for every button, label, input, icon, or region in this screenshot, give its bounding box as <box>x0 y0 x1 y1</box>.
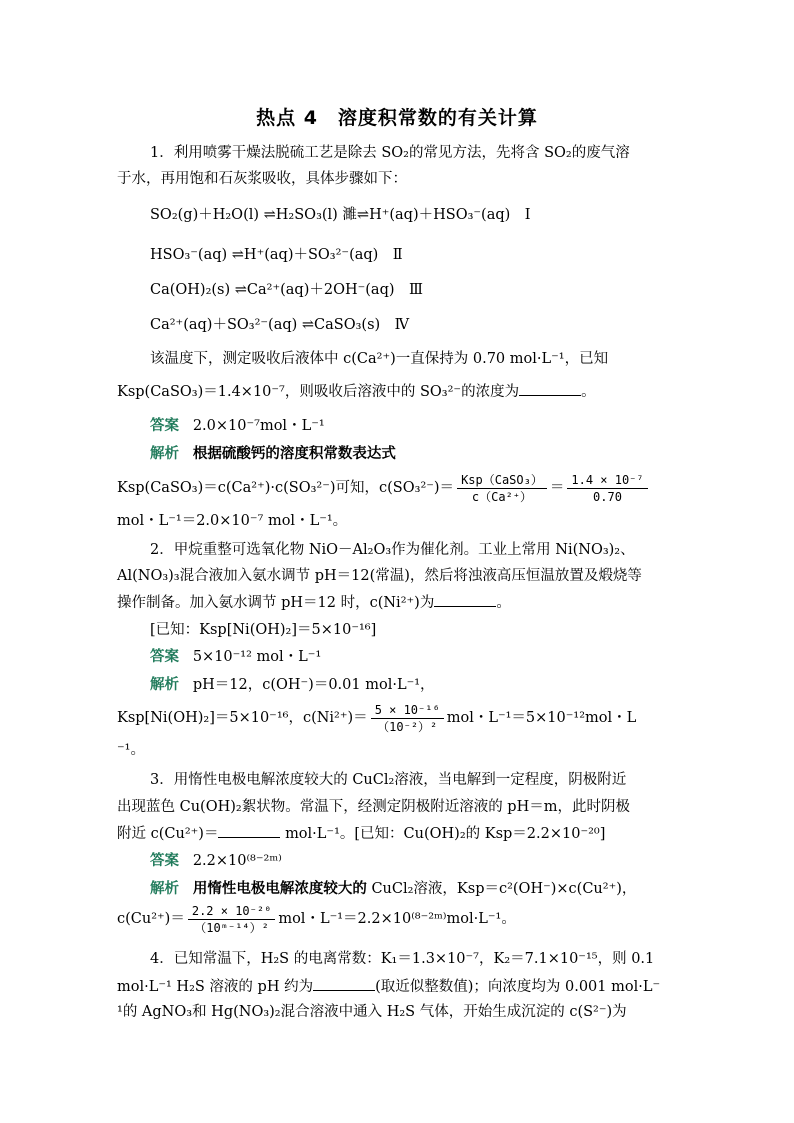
q3-fraction-numerator: 2.2 × 10⁻²⁰ <box>188 903 275 920</box>
q3-text-line-2: 出现蓝色 Cu(OH)₂絮状物。常温下，经测定阴极附近溶液的 pH＝m，此时阴极 <box>117 799 630 815</box>
q3-answer <box>150 851 282 871</box>
q3-analysis <box>150 879 636 899</box>
q4-text-line-2 <box>117 976 660 997</box>
q2-answer-value: 5×10⁻¹² mol・L⁻¹ <box>192 649 322 665</box>
page-title: 热点 4 溶度积常数的有关计算 <box>256 107 538 129</box>
q4-answer-blank <box>313 976 375 991</box>
q1-fraction-1 <box>457 472 547 505</box>
q4-text-line-1: 4．已知常温下，H₂S 的电离常数：K₁＝1.3×10⁻⁷，K₂＝7.1×10⁻¹⁵，则 0.1 <box>150 951 655 967</box>
q1-equation-1: SO₂(g)＋H₂O(l) ⇌H₂SO₃(l) 濉⇌H⁺(aq)＋HSO₃⁻(aq) Ⅰ <box>150 207 531 223</box>
q1-text-line-4b: 。 <box>581 384 596 400</box>
q2-analysis-text-2a: Ksp[Ni(OH)₂]＝5×10⁻¹⁶，c(Ni²⁺)＝ <box>117 710 368 726</box>
q1-text-line-2: 于水，再用饱和石灰浆吸收，具体步骤如下： <box>117 171 407 187</box>
q1-fraction-2 <box>567 472 647 505</box>
q3-analysis-formula <box>117 902 516 936</box>
q1-fraction-1-numerator: Ksp（CaSO₃） <box>457 472 547 489</box>
q2-text-line-3a: 操作制备。加入氨水调节 pH＝12 时，c(Ni²⁺)为 <box>117 595 435 611</box>
q3-text-line-3b: mol·L⁻¹。[已知：Cu(OH)₂的 Ksp＝2.2×10⁻²⁰] <box>285 826 606 842</box>
q1-text-line-4 <box>117 381 596 402</box>
q1-text-line-4a: Ksp(CaSO₃)＝1.4×10⁻⁷，则吸收后溶液中的 SO₃²⁻的浓度为 <box>117 384 520 400</box>
q4-text-line-2b: (取近似整数值)；向浓度均为 0.001 mol·L⁻ <box>375 979 661 995</box>
q2-fraction <box>371 702 444 735</box>
q1-answer-label: 答案 <box>150 418 179 434</box>
q3-answer-blank <box>218 823 280 838</box>
q4-text-line-3: ¹的 AgNO₃和 Hg(NO₃)₂混合溶液中通入 H₂S 气体，开始生成沉淀的 c(S²⁻)为 <box>117 1004 627 1020</box>
q2-text-line-1: 2．甲烷重整可选氧化物 NiO－Al₂O₃作为催化剂。工业上常用 Ni(NO₃)₂、 <box>150 542 635 558</box>
q1-fraction-1-denominator: c（Ca²⁺） <box>471 489 533 504</box>
q3-fraction <box>188 903 275 936</box>
q1-equal-sign: ＝ <box>549 480 565 496</box>
q2-answer-blank <box>434 592 496 607</box>
q2-analysis-formula <box>117 701 636 735</box>
q3-text-line-3a: 附近 c(Cu²⁺)＝ <box>117 826 219 842</box>
q2-analysis-label: 解析 <box>150 677 179 693</box>
q3-answer-value: 2.2×10⁽⁸⁻²ᵐ⁾ <box>192 853 282 869</box>
q2-text-line-2: Al(NO₃)₃混合液加入氨水调节 pH＝12(常温)，然后将浊液高压恒温放置及煅烧等 <box>117 568 642 584</box>
q2-analysis-text-1: pH＝12，c(OH⁻)＝0.01 mol·L⁻¹， <box>192 677 435 693</box>
q2-known-condition: [已知：Ksp[Ni(OH)₂]＝5×10⁻¹⁶] <box>150 622 377 638</box>
q1-analysis <box>150 444 396 464</box>
q1-answer <box>150 416 325 436</box>
q1-text-line-3: 该温度下，测定吸收后液体中 c(Ca²⁺)一直保持为 0.70 mol·L⁻¹，已知 <box>150 351 609 367</box>
q1-analysis-formula <box>117 471 651 505</box>
q1-answer-value: 2.0×10⁻⁷mol・L⁻¹ <box>192 418 325 434</box>
q3-text-line-3 <box>117 823 605 844</box>
q2-analysis-text-3: ⁻¹。 <box>117 742 145 758</box>
q1-fraction-2-numerator: 1.4 × 10⁻⁷ <box>567 472 647 489</box>
q2-text-line-3 <box>117 592 511 613</box>
q1-answer-blank <box>519 381 581 396</box>
q1-equation-4: Ca²⁺(aq)＋SO₃²⁻(aq) ⇌CaSO₃(s) Ⅳ <box>150 317 410 333</box>
q1-analysis-text-2a: Ksp(CaSO₃)＝c(Ca²⁺)·c(SO₃²⁻)可知，c(SO₃²⁻)＝ <box>117 480 455 496</box>
q3-analysis-text-1b: CuCl₂溶液，Ksp＝c²(OH⁻)×c(Cu²⁺)， <box>371 881 637 897</box>
q2-analysis <box>150 675 435 695</box>
q1-analysis-text-3: mol・L⁻¹＝2.0×10⁻⁷ mol・L⁻¹。 <box>117 513 348 529</box>
q3-answer-label: 答案 <box>150 853 179 869</box>
q1-analysis-label: 解析 <box>150 446 179 462</box>
q3-analysis-text-2a: c(Cu²⁺)＝ <box>117 911 185 927</box>
q1-fraction-2-denominator: 0.70 <box>593 489 622 504</box>
q1-equation-3: Ca(OH)₂(s) ⇌Ca²⁺(aq)＋2OH⁻(aq) Ⅲ <box>150 282 423 298</box>
q2-analysis-text-2b: mol・L⁻¹＝5×10⁻¹²mol・L <box>446 710 637 726</box>
q2-answer <box>150 647 321 667</box>
q3-analysis-text-1a: 用惰性电极电解浓度较大的 <box>192 881 367 897</box>
q2-fraction-denominator: （10⁻²）² <box>377 719 438 734</box>
q2-text-line-3b: 。 <box>496 595 511 611</box>
q1-text-line-1: 1．利用喷雾干燥法脱硫工艺是除去 SO₂的常见方法，先将含 SO₂的废气溶 <box>150 145 630 161</box>
q3-text-line-1: 3．用惰性电极电解浓度较大的 CuCl₂溶液，当电解到一定程度，阴极附近 <box>150 772 627 788</box>
q3-analysis-text-2b: mol・L⁻¹＝2.2×10⁽⁸⁻²ᵐ⁾mol·L⁻¹。 <box>278 911 516 927</box>
q2-answer-label: 答案 <box>150 649 179 665</box>
q2-fraction-numerator: 5 × 10⁻¹⁶ <box>371 702 444 719</box>
q3-fraction-denominator: （10ᵐ⁻¹⁴）² <box>194 920 269 935</box>
q3-analysis-label: 解析 <box>150 881 179 897</box>
q1-equation-2: HSO₃⁻(aq) ⇌H⁺(aq)＋SO₃²⁻(aq) Ⅱ <box>150 247 403 263</box>
q1-analysis-text-1: 根据硫酸钙的溶度积常数表达式 <box>192 446 396 462</box>
q4-text-line-2a: mol·L⁻¹ H₂S 溶液的 pH 约为 <box>117 979 314 995</box>
